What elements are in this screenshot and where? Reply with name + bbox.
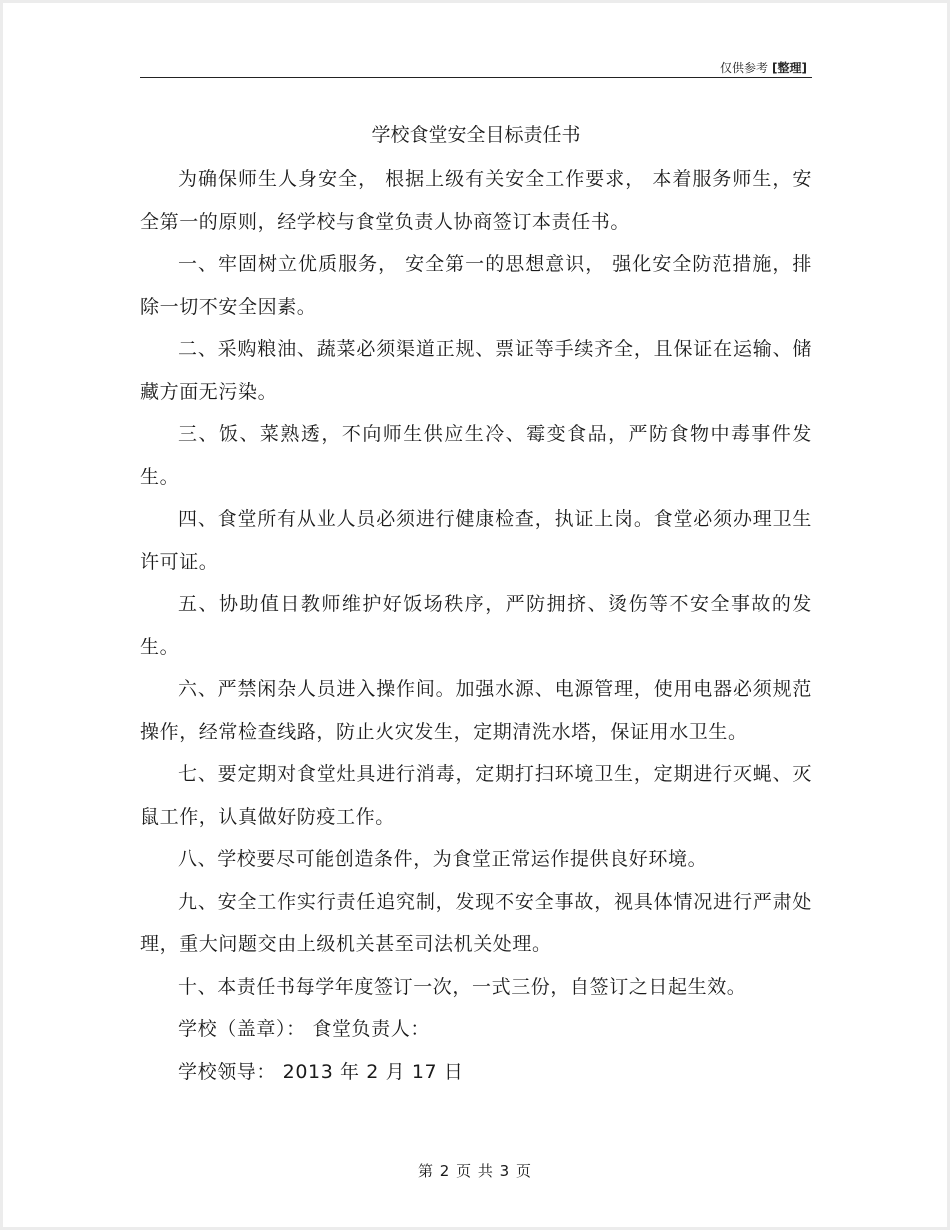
paragraph-clause-9: 九、安全工作实行责任追究制，发现不安全事故，视具体情况进行严肃处理，重大问题交由上级机关甚至司法机关处理。 (140, 890, 812, 955)
header-note-text: 仅供参考 (720, 61, 769, 75)
header-tag: [整理] (772, 61, 807, 75)
document-body (140, 115, 812, 1093)
paragraph-clause-6: 六、严禁闲杂人员进入操作间。加强水源、电源管理，使用电器必须规范操作，经常检查线路，防止火灾发生，定期清洗水塔，保证用水卫生。 (140, 678, 812, 743)
paragraph-clause-3: 三、饭、菜熟透，不向师生供应生冷、霉变食品，严防食物中毒事件发生。 (140, 423, 812, 488)
paragraph-clause-5: 五、协助值日教师维护好饭场秩序，严防拥挤、烫伤等不安全事故的发生。 (140, 593, 812, 658)
document-page (3, 3, 947, 1227)
paragraph-clause-8: 八、学校要尽可能创造条件，为食堂正常运作提供良好环境。 (178, 848, 708, 870)
signature-line: 学校（盖章）： 食堂负责人： (178, 1018, 430, 1040)
document-title: 学校食堂安全目标责任书 (371, 124, 581, 146)
paragraph-intro: 为确保师生人身安全， 根据上级有关安全工作要求， 本着服务师生，安全第一的原则，经学校与食堂负责人协商签订本责任书。 (140, 168, 812, 233)
header-divider (140, 77, 812, 78)
header-note (720, 59, 807, 76)
leader-date-line: 学校领导： 2013 年 2 月 17 日 (178, 1060, 464, 1083)
paragraph-clause-7: 七、要定期对食堂灶具进行消毒，定期打扫环境卫生，定期进行灭蝇、灭鼠工作，认真做好防疫工作。 (140, 763, 812, 828)
page-number-footer: 第 2 页 共 3 页 (418, 1162, 532, 1180)
paragraph-clause-4: 四、食堂所有从业人员必须进行健康检查，执证上岗。食堂必须办理卫生许可证。 (140, 508, 812, 573)
paragraph-clause-10: 十、本责任书每学年度签订一次，一式三份，自签订之日起生效。 (178, 975, 747, 998)
paragraph-clause-1: 一、牢固树立优质服务， 安全第一的思想意识， 强化安全防范措施，排除一切不安全因素。 (140, 253, 812, 318)
paragraph-clause-2: 二、采购粮油、蔬菜必须渠道正规、票证等手续齐全，且保证在运输、储藏方面无污染。 (140, 338, 812, 403)
